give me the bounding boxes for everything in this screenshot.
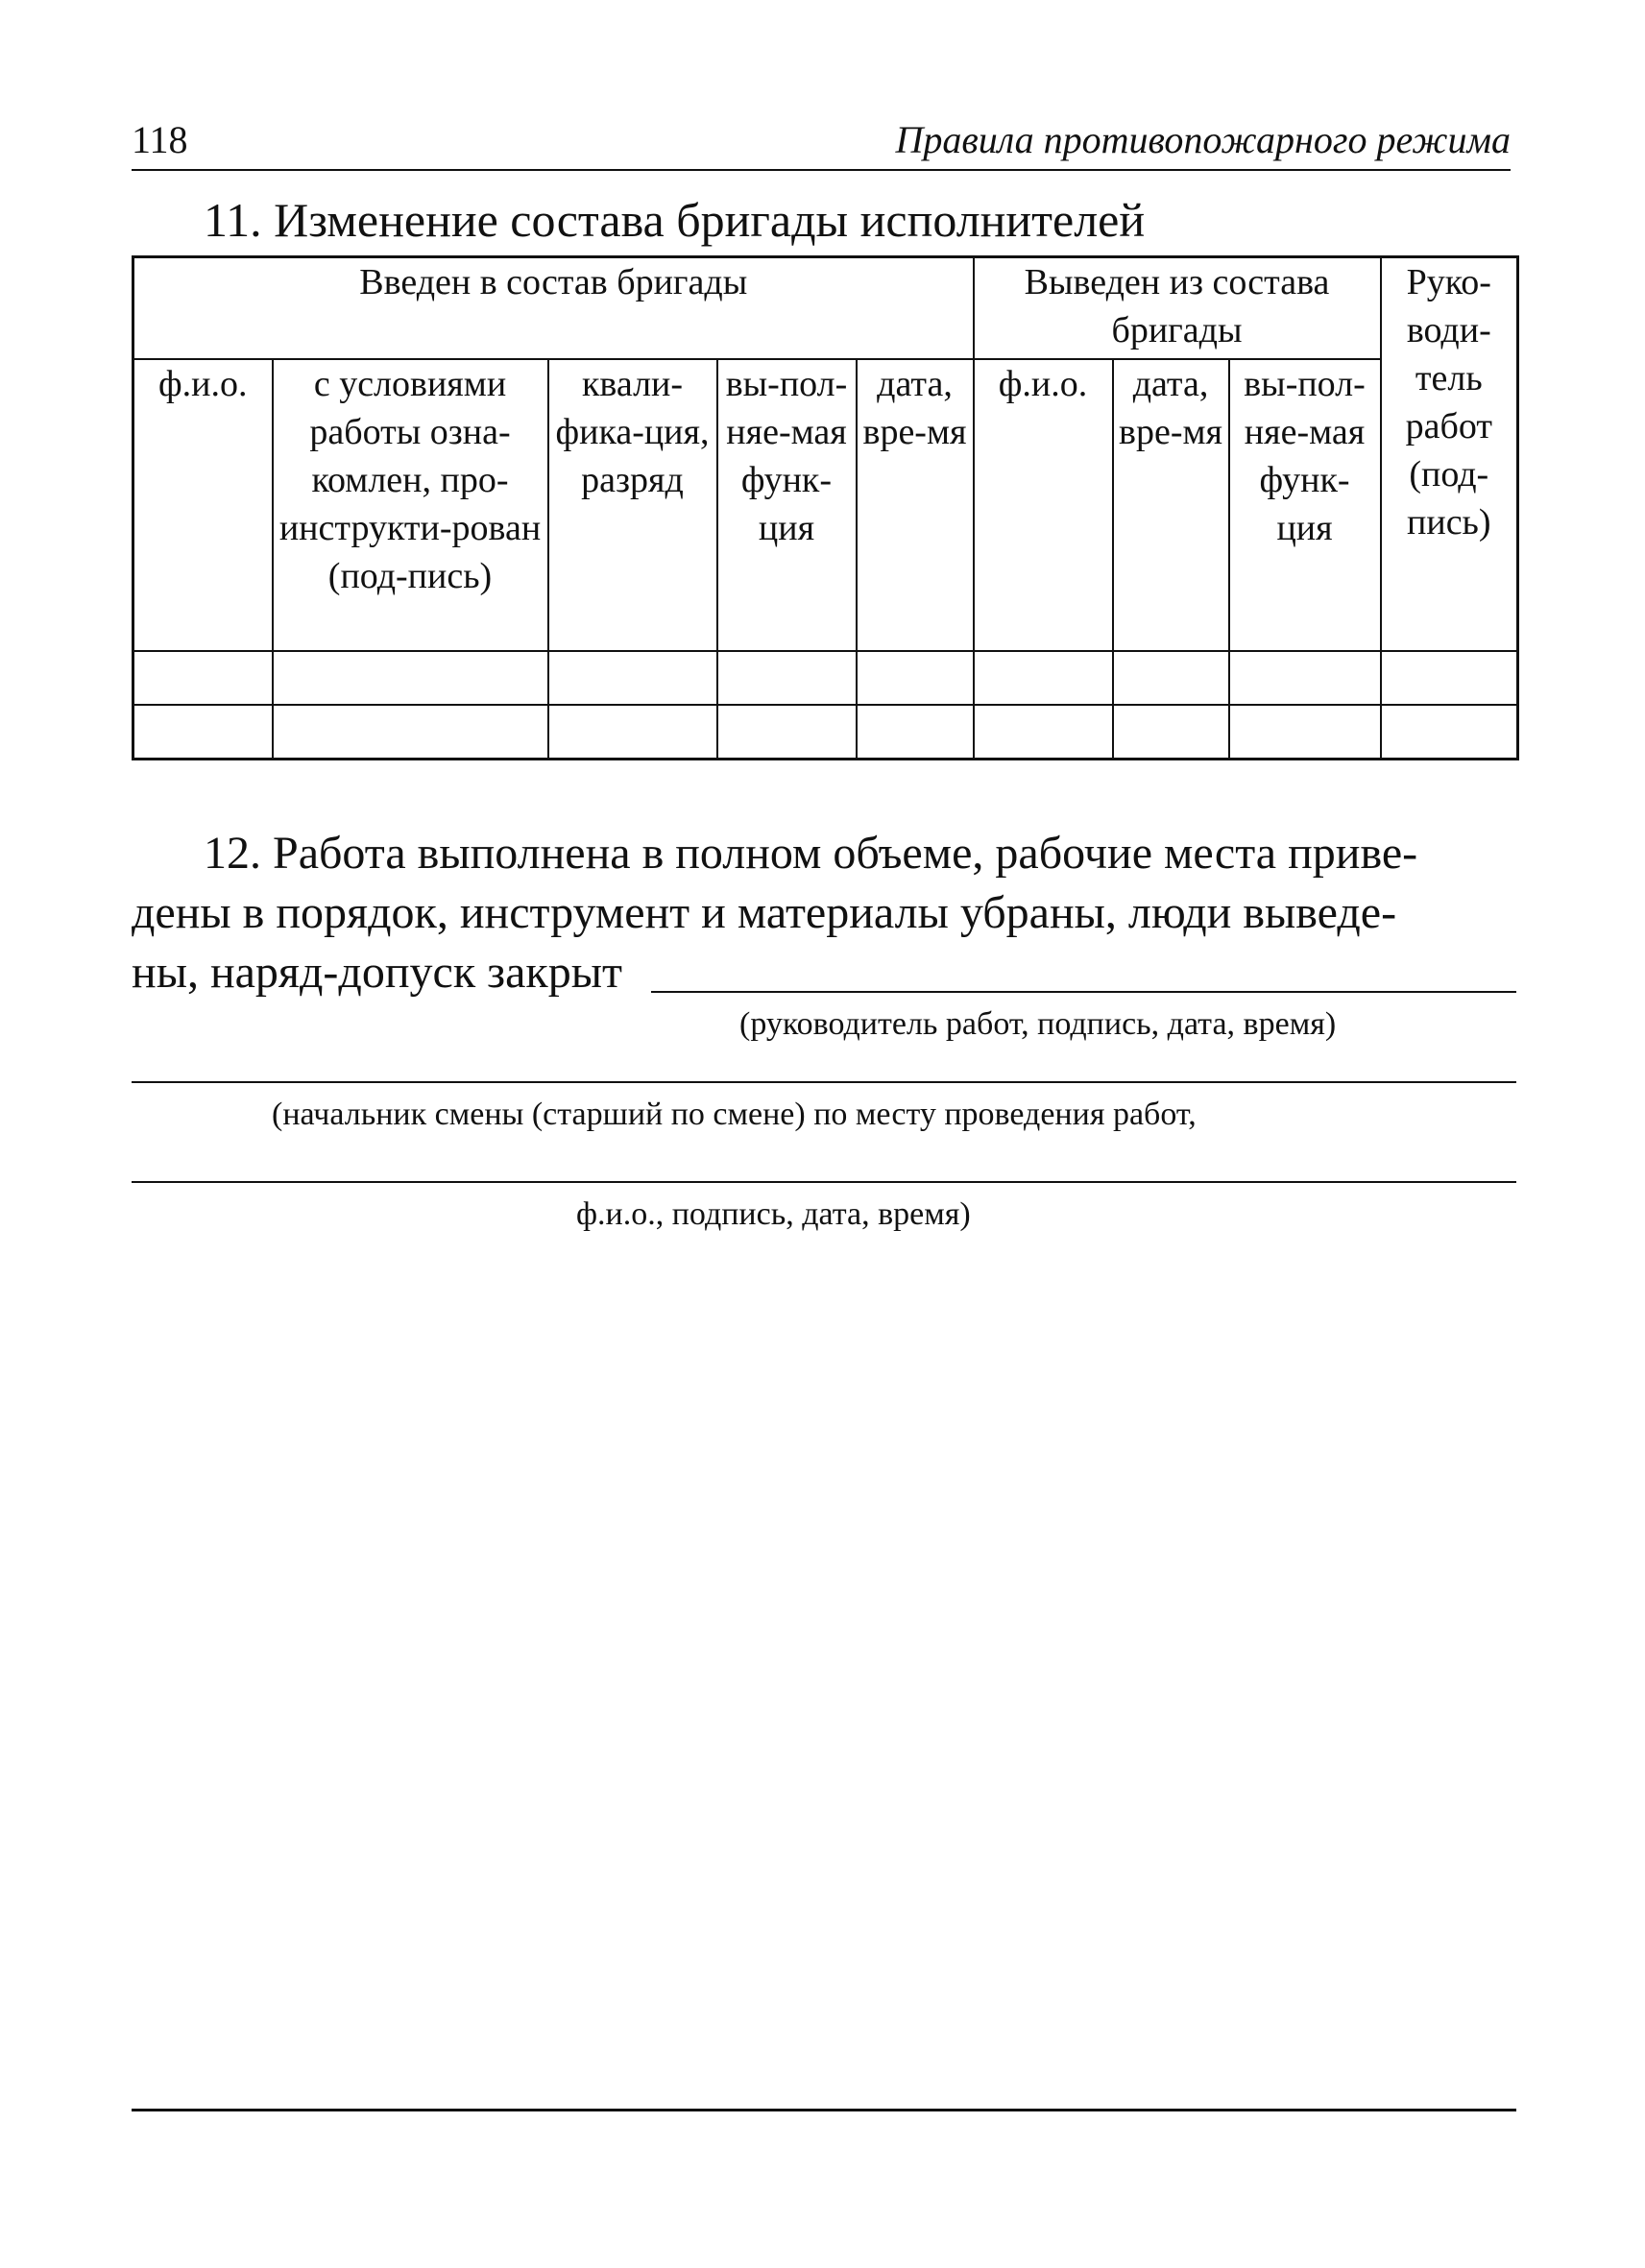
shift-supervisor-line-2[interactable] [132,1181,1516,1183]
table-cell[interactable] [717,705,857,760]
header-rule [132,169,1511,171]
table-cell[interactable] [1381,705,1518,760]
table-row [133,651,1518,705]
shift-supervisor-line-1[interactable] [132,1081,1516,1083]
table-cell[interactable] [857,705,974,760]
shift-supervisor-caption-1: (начальник смены (старший по смене) по месту проведения работ, [272,1097,1197,1132]
work-lead-header: Руко-води-тель работ (под-пись) [1381,257,1518,652]
page-number: 118 [132,118,188,161]
table-cell[interactable] [133,651,273,705]
added-briefing-header: с условиями работы озна-комлен, про-инструкти-рован (под-пись) [273,359,548,651]
table-row [133,705,1518,760]
table-cell[interactable] [717,651,857,705]
crew-change-table [132,255,1519,760]
table-cell[interactable] [1229,705,1381,760]
added-datetime-header: дата, вре-мя [857,359,974,651]
removed-name-header: ф.и.о. [974,359,1113,651]
added-function-header: вы-пол-няе-мая функ-ция [717,359,857,651]
shift-supervisor-caption-2: ф.и.о., подпись, дата, время) [576,1196,971,1232]
footer-rule [132,2109,1516,2111]
table-cell[interactable] [548,705,717,760]
work-lead-caption: (руководитель работ, подпись, дата, время) [739,1006,1337,1042]
table-cell[interactable] [1113,705,1229,760]
added-name-header: ф.и.о. [133,359,273,651]
table-cell[interactable] [1229,651,1381,705]
section-12-line-1: 12. Работа выполнена в полном объеме, рабочие места приве- [204,828,1418,879]
running-title: Правила противопожарного режима [895,118,1511,161]
added-qualification-header: квали-фика-ция, разряд [548,359,717,651]
table-cell[interactable] [548,651,717,705]
section-12-line-2: дены в порядок, инструмент и материалы убраны, люди выведе- [132,887,1397,938]
table-cell[interactable] [857,651,974,705]
table-cell[interactable] [974,651,1113,705]
work-lead-signature-line[interactable] [651,991,1516,993]
removed-datetime-header: дата, вре-мя [1113,359,1229,651]
table-cell[interactable] [133,705,273,760]
removed-from-crew-header: Выведен из состава бригады [974,257,1381,360]
table-cell[interactable] [1381,651,1518,705]
section-12-line-3: ны, наряд-допуск закрыт [132,947,622,998]
added-to-crew-header: Введен в состав бригады [133,257,974,360]
table-cell[interactable] [273,651,548,705]
removed-function-header: вы-пол-няе-мая функ-ция [1229,359,1381,651]
table-cell[interactable] [1113,651,1229,705]
table-cell[interactable] [273,705,548,760]
table-cell[interactable] [974,705,1113,760]
section-11-title: 11. Изменение состава бригады исполнителей [204,193,1146,247]
